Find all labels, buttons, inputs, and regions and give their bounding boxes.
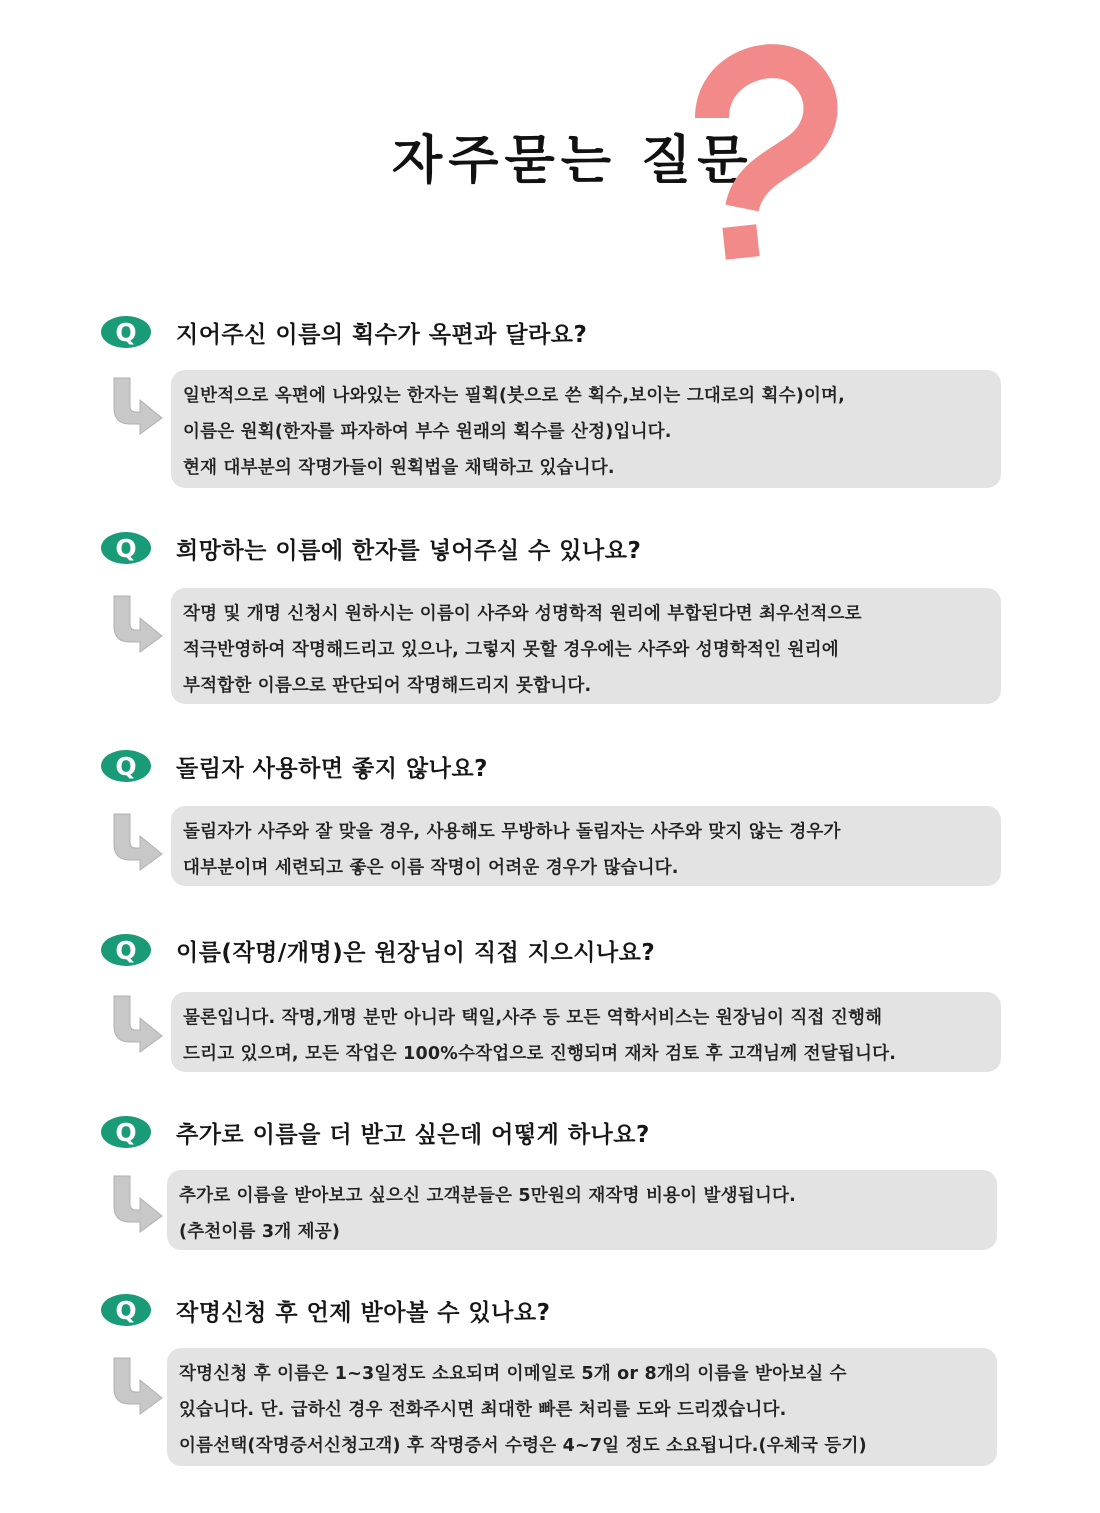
answer-line: 현재 대부분의 작명가들이 원획법을 채택하고 있습니다.	[183, 458, 615, 478]
arrow-down-right-icon	[104, 994, 166, 1054]
question-text: 지어주신 이름의 획수가 옥편과 달라요?	[176, 322, 588, 348]
answer-line: 물론입니다. 작명,개명 분만 아니라 택일,사주 등 모든 역학서비스는 원장님이 직접 진행해	[183, 1008, 883, 1028]
q-badge-icon	[100, 748, 152, 784]
arrow-down-right-icon	[104, 376, 166, 436]
answer-box	[167, 1170, 997, 1250]
answer-line: 대부분이며 세련되고 좋은 이름 작명이 어려운 경우가 많습니다.	[183, 858, 679, 878]
question-row	[100, 1114, 1050, 1154]
question-row	[100, 932, 1050, 972]
answer-line: 돌림자가 사주와 잘 맞을 경우, 사용해도 무방하나 돌림자는 사주와 맞지 않는 경우가	[183, 822, 841, 842]
answer-box	[167, 1348, 997, 1466]
question-text: 작명신청 후 언제 받아볼 수 있나요?	[176, 1300, 551, 1326]
svg-text:Q: Q	[115, 318, 137, 347]
answer-line: 부적합한 이름으로 판단되어 작명해드리지 못합니다.	[183, 676, 592, 696]
answer-line: 드리고 있으며, 모든 작업은 100%수작업으로 진행되며 재차 검토 후 고객님께 전달됩니다.	[183, 1044, 897, 1064]
question-row	[100, 748, 1050, 788]
arrow-down-right-icon	[104, 812, 166, 872]
answer-box	[171, 370, 1001, 488]
question-row	[100, 314, 1050, 354]
arrow-down-right-icon	[104, 594, 166, 654]
svg-text:Q: Q	[115, 1296, 137, 1325]
answer-box	[171, 992, 1001, 1072]
answer-line: 있습니다. 단. 급하신 경우 전화주시면 최대한 빠른 처리를 도와 드리겠습니다.	[179, 1400, 787, 1420]
question-text: 이름(작명/개명)은 원장님이 직접 지으시나요?	[176, 940, 656, 966]
question-text: 돌림자 사용하면 좋지 않나요?	[176, 756, 488, 782]
answer-line: 적극반영하여 작명해드리고 있으나, 그렇지 못할 경우에는 사주와 성명학적인 원리에	[183, 640, 839, 660]
question-mark-icon	[660, 40, 850, 270]
question-row	[100, 1292, 1050, 1332]
question-text: 희망하는 이름에 한자를 넣어주실 수 있나요?	[176, 538, 642, 564]
arrow-down-right-icon	[104, 1356, 166, 1416]
q-badge-icon	[100, 1292, 152, 1328]
answer-line: (추천이름 3개 제공)	[179, 1222, 341, 1242]
answer-line: 작명 및 개명 신청시 원하시는 이름이 사주와 성명학적 원리에 부합된다면 최우선적으로	[183, 604, 862, 624]
q-badge-icon	[100, 530, 152, 566]
answer-line: 이름은 원획(한자를 파자하여 부수 원래의 획수를 산정)입니다.	[183, 422, 672, 442]
answer-line: 작명신청 후 이름은 1~3일정도 소요되며 이메일로 5개 or 8개의 이름을 받아보실 수	[179, 1364, 847, 1384]
svg-text:Q: Q	[115, 1118, 137, 1147]
q-badge-icon	[100, 932, 152, 968]
svg-text:Q: Q	[115, 752, 137, 781]
answer-line: 일반적으로 옥편에 나와있는 한자는 필획(붓으로 쓴 획수,보이는 그대로의 획수)이며,	[183, 386, 845, 406]
svg-text:Q: Q	[115, 534, 137, 563]
q-badge-icon	[100, 1114, 152, 1150]
question-row	[100, 530, 1050, 570]
answer-line: 이름선택(작명증서신청고객) 후 작명증서 수령은 4~7일 정도 소요됩니다.(우체국 등기)	[179, 1436, 867, 1456]
svg-text:Q: Q	[115, 936, 137, 965]
question-text: 추가로 이름을 더 받고 싶은데 어떻게 하나요?	[176, 1122, 650, 1148]
header	[0, 0, 1100, 280]
answer-box	[171, 806, 1001, 886]
answer-line: 추가로 이름을 받아보고 싶으신 고객분들은 5만원의 재작명 비용이 발생됩니다.	[179, 1186, 796, 1206]
arrow-down-right-icon	[104, 1174, 166, 1234]
answer-box	[171, 588, 1001, 704]
page-title: 자주묻는 질문	[392, 131, 754, 191]
q-badge-icon	[100, 314, 152, 350]
